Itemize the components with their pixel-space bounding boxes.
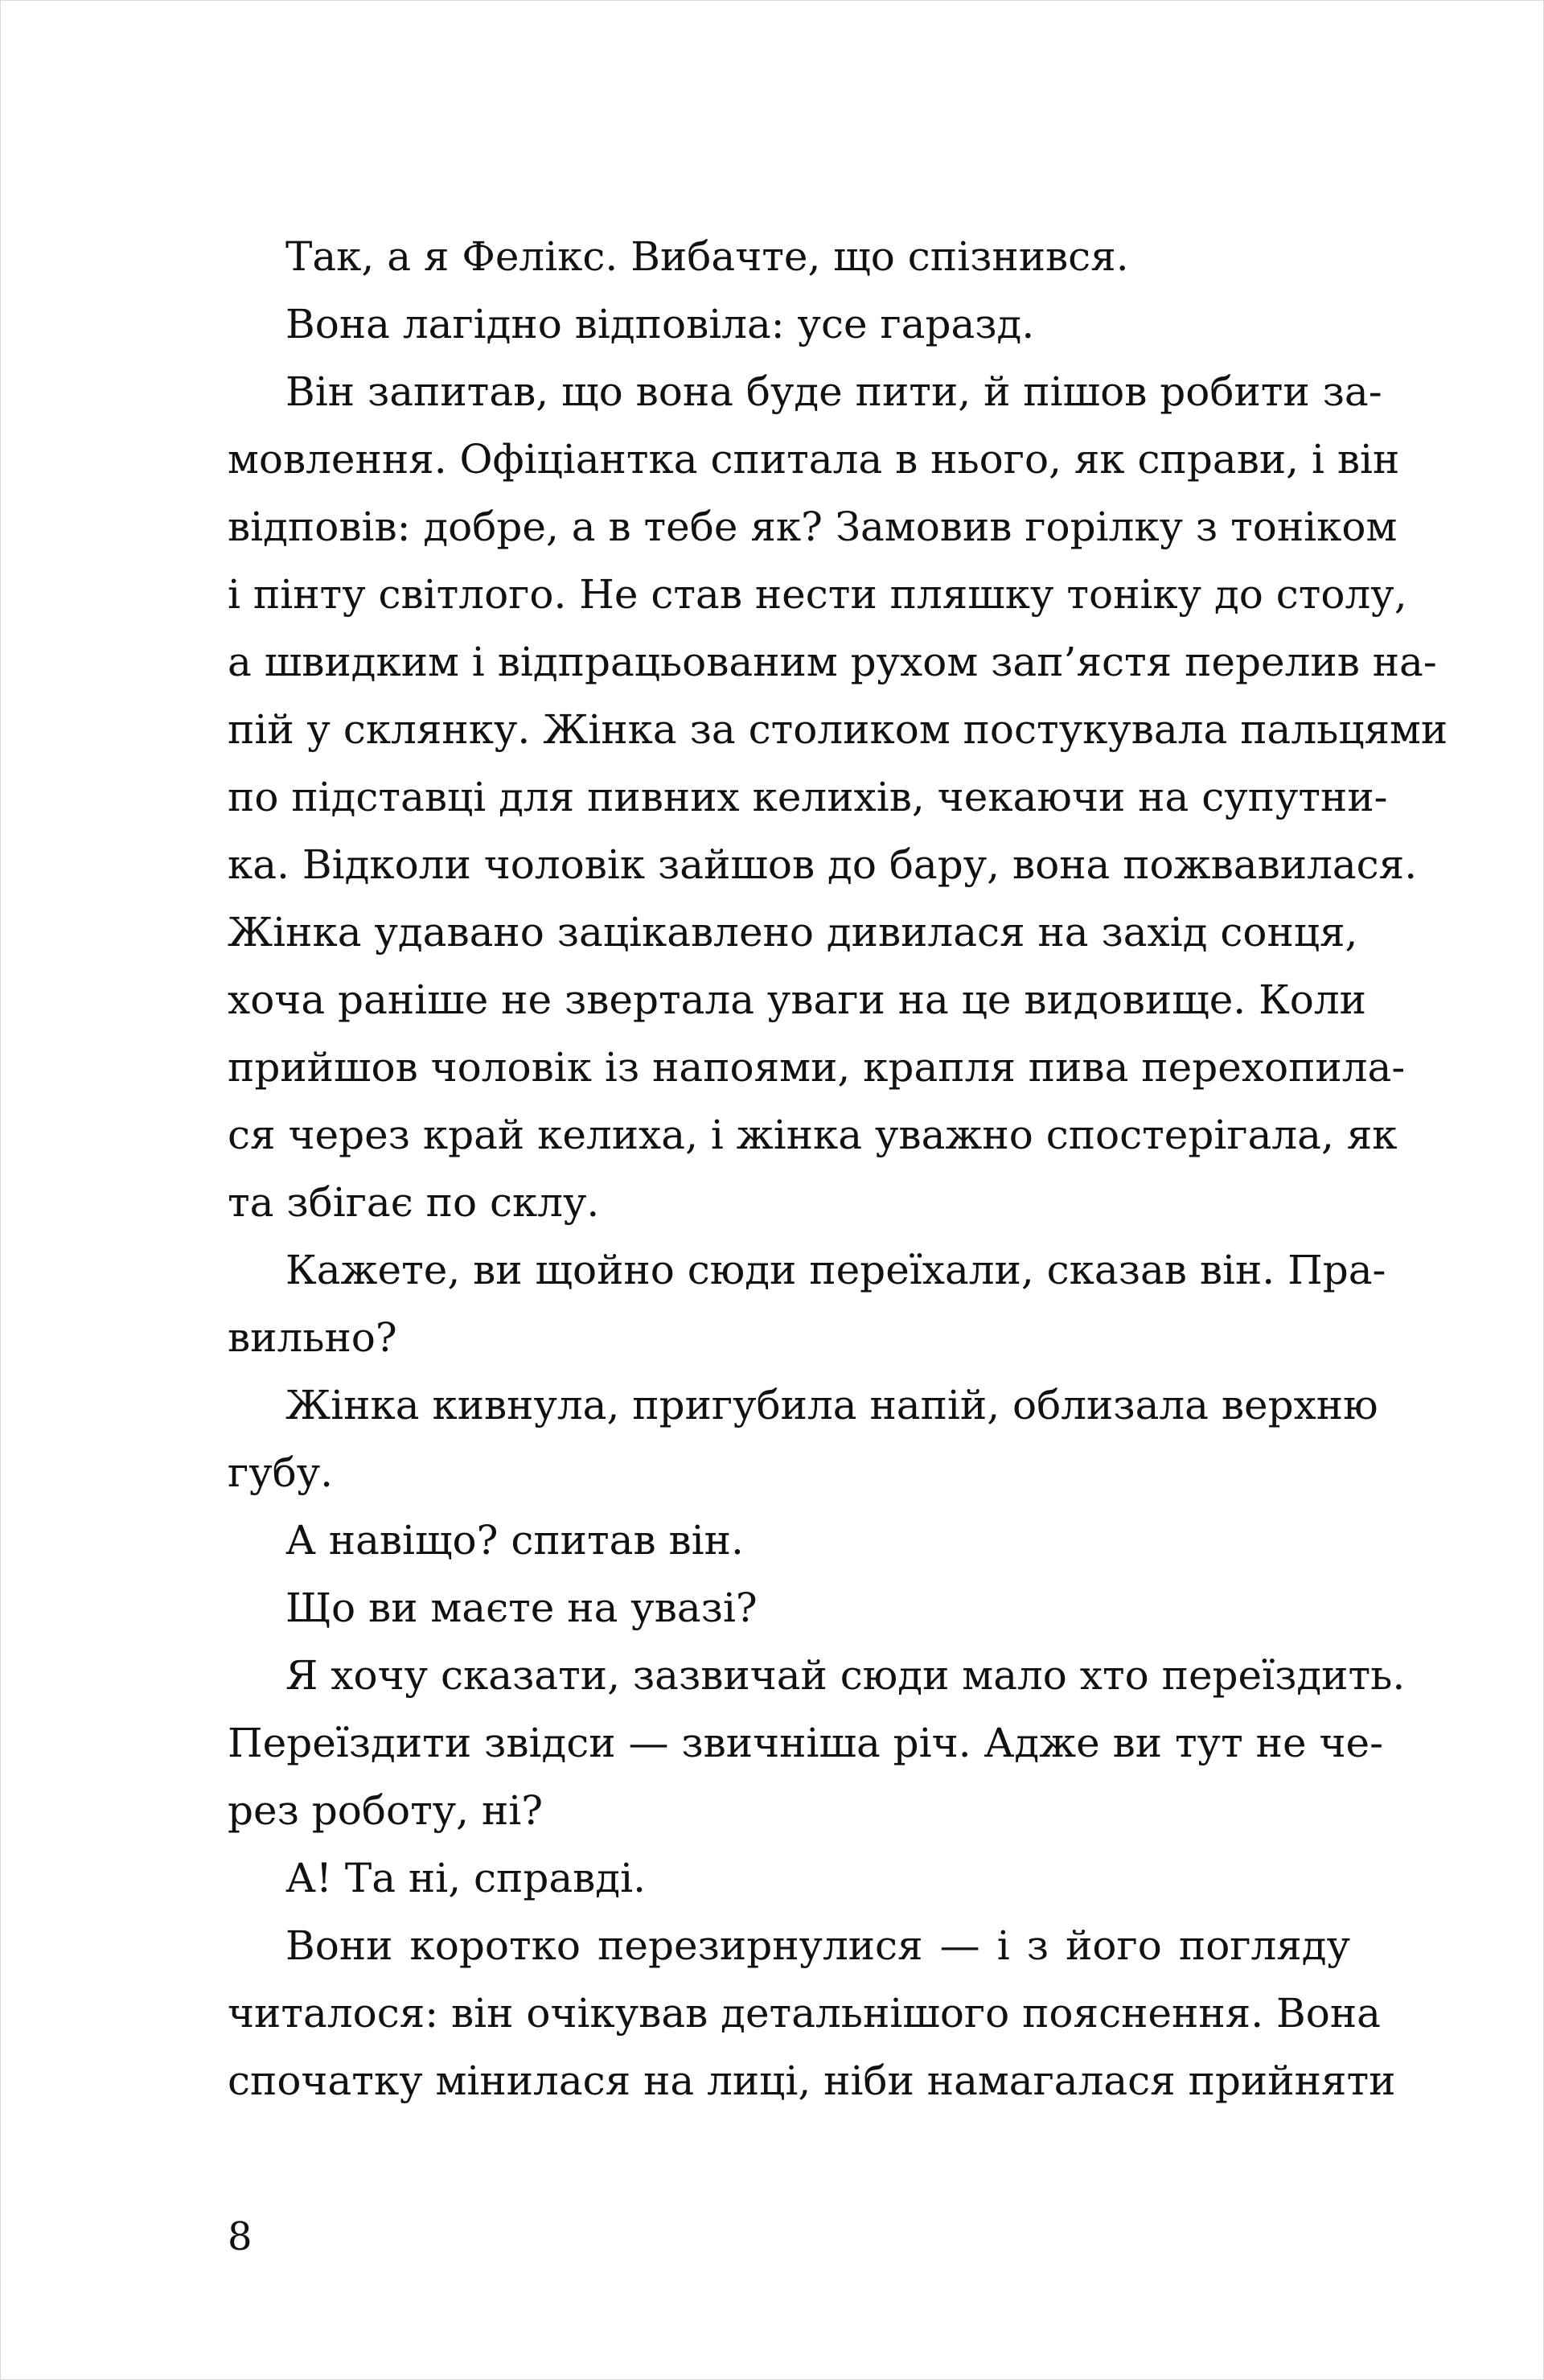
text-line: хоча раніше не звертала уваги на це видовище. Коли xyxy=(228,976,1366,1023)
text-line: прийшов чоловік із напоями, крапля пива перехопила- xyxy=(228,1044,1406,1091)
text-line: Що ви маєте на увазі? xyxy=(285,1585,758,1631)
text-line: ся через край келиха, і жінка уважно спостерігала, як xyxy=(228,1112,1398,1158)
text-line: а швидким і відпрацьованим рухом зап’ястя перелив на- xyxy=(228,639,1437,685)
text-line: мовлення. Офіціантка спитала в нього, як справи, і він xyxy=(228,436,1400,483)
text-line: по підставці для пивних келихів, чекаючи на супутни- xyxy=(228,774,1388,820)
text-line: Я хочу сказати, зазвичай сюди мало хто переїздить. xyxy=(285,1652,1406,1699)
text-line: спочатку мінилася на лиці, ніби намагалася прийняти xyxy=(228,2057,1396,2104)
text-line: Жінка удавано зацікавлено дивилася на захід сонця, xyxy=(228,909,1358,956)
body-text xyxy=(228,223,1448,2115)
text-line: А навіщо? спитав він. xyxy=(285,1517,744,1564)
text-line: Вони коротко перезирнулися — і з його погляду xyxy=(285,1922,1350,1969)
text-line: Кажете, ви щойно сюди переїхали, сказав він. Пра- xyxy=(285,1247,1386,1293)
text-line: Переїздити звідси — звичніша річ. Адже ви тут не че- xyxy=(228,1720,1383,1766)
text-line: Так, а я Фелікс. Вибачте, що спізнився. xyxy=(285,233,1129,280)
text-line: та збігає по склу. xyxy=(228,1179,600,1226)
text-line: пій у склянку. Жінка за столиком постукувала пальцями xyxy=(228,706,1448,753)
text-line: Він запитав, що вона буде пити, й пішов робити за- xyxy=(285,368,1382,415)
text-line: читалося: він очікував детальнішого пояснення. Вона xyxy=(228,1990,1381,2037)
text-line: ка. Відколи чоловік зайшов до бару, вона пожвавилася. xyxy=(228,841,1418,888)
text-line: відповів: добре, а в тебе як? Замовив горілку з тоніком xyxy=(228,504,1398,550)
text-line: і пінту світлого. Не став нести пляшку тоніку до столу, xyxy=(228,571,1407,618)
text-line: Жінка кивнула, пригубила напій, облизала верхню xyxy=(285,1382,1378,1428)
text-line: вильно? xyxy=(228,1314,397,1361)
text-line: Вона лагідно відповіла: усе гаразд. xyxy=(285,301,1035,347)
text-line: губу. xyxy=(228,1449,334,1496)
page-number: 8 xyxy=(228,2214,253,2259)
text-line: А! Та ні, справді. xyxy=(285,1855,646,1901)
text-line: рез роботу, ні? xyxy=(228,1787,544,1834)
